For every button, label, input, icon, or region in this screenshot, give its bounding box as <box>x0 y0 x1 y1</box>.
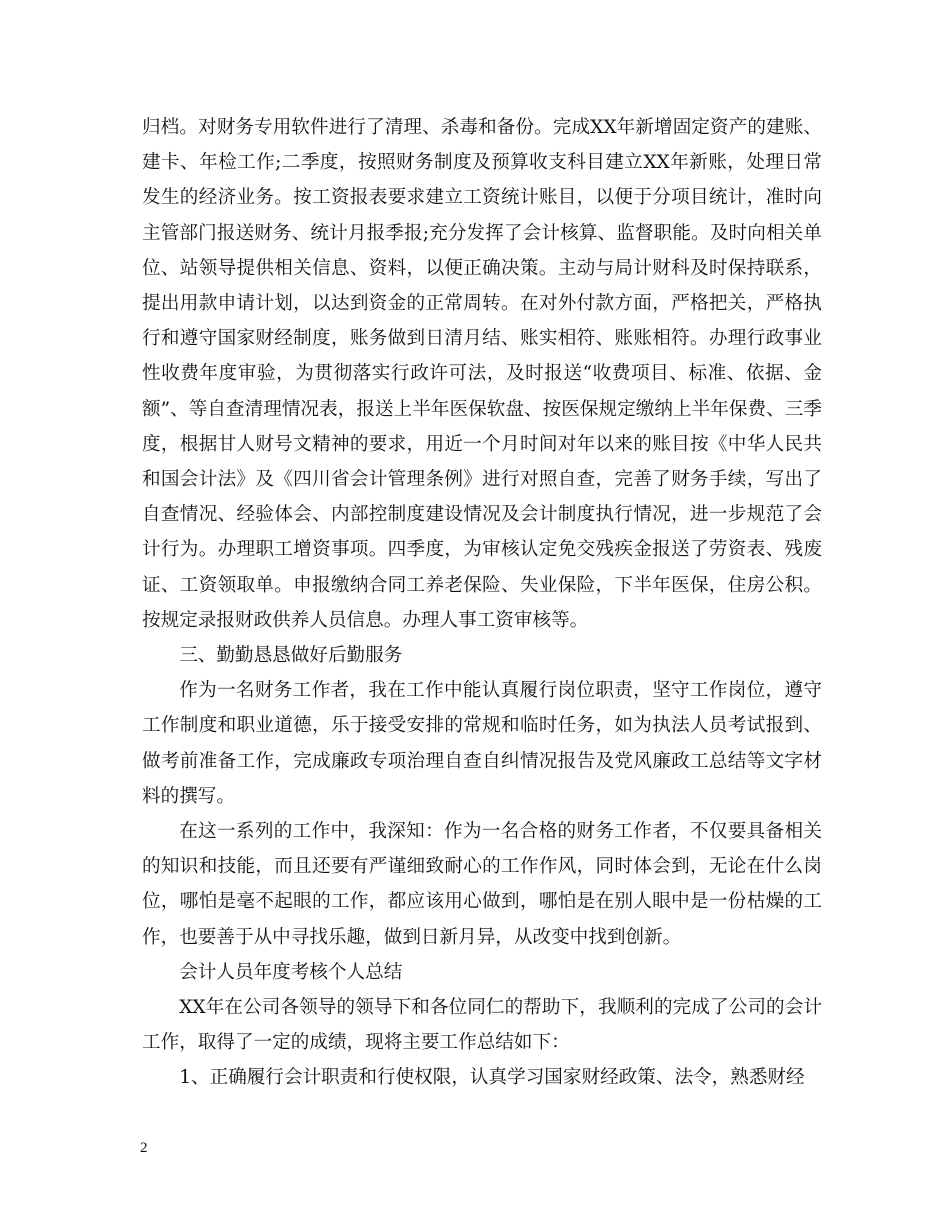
document-body <box>142 110 822 1096</box>
section-heading-logistics-service: 三、勤勤恳恳做好后勤服务 <box>179 645 403 667</box>
paragraph-3: 作为一名财务工作者，我在工作中能认真履行岗位职责，坚守工作岗位，遵守工作制度和职业道德，乐于接受安排的常规和临时任务，如为执法人员考试报到、做考前准备工作，完成廉政专项治理自查自纠情况报告及党风廉政工总结等文字材料的撰写。 <box>142 680 822 807</box>
paragraph-4: 在这一系列的工作中，我深知：作为一名合格的财务工作者，不仅要具备相关的知识和技能，而且还要有严谨细致耐心的工作作风，同时体会到，无论在什么岗位，哪怕是毫不起眼的工作，都应该用心做到，哪怕是在别人眼中是一份枯燥的工作，也要善于从中寻找乐趣，做到日新月异，从改变中找到创新。 <box>142 821 822 948</box>
page-number: 2 <box>140 1140 148 1156</box>
paragraph-7: 1、正确履行会计职责和行使权限，认真学习国家财经政策、法令，熟悉财经 <box>179 1067 805 1089</box>
paragraph-1: 归档。对财务专用软件进行了清理、杀毒和备份。完成XX年新增固定资产的建账、建卡、年检工作;二季度，按照财务制度及预算收支科目建立XX年新账，处理日常发生的经济业务。按工资报表要求建立工资统计账目，以便于分项目统计，准时向主管部门报送财务、统计月报季报;充分发挥了会计核算、监督职能。及时向相关单位、站领导提供相关信息、资料，以便正确决策。主动与局计财科及时保持联系，提出用款申请计划，以达到资金的正常周转。在对外付款方面，严格把关，严格执行和遵守国家财经制度，账务做到日清月结、账实相符、账账相符。办理行政事业性收费年度审验，为贯彻落实行政许可法，及时报送“收费项目、标准、依据、金额”、等自查清理情况表，报送上半年医保软盘、按医保规定缴纳上半年保费、三季度，根据甘人财号文精神的要求，用近一个月时间对年以来的账目按《中华人民共和国会计法》及《四川省会计管理条例》进行对照自查，完善了财务手续，写出了自查情况、经验体会、内部控制度建设情况及会计制度执行情况，进一步规范了会计行为。办理职工增资事项。四季度，为审核认定免交残疾金报送了劳资表、残废证、工资领取单。申报缴纳合同工养老保险、失业保险，下半年医保，住房公积。按规定录报财政供养人员信息。办理人事工资审核等。 <box>142 117 822 631</box>
section-heading-annual-review: 会计人员年度考核个人总结 <box>179 961 403 983</box>
paragraph-6: XX年在公司各领导的领导下和各位同仁的帮助下，我顺利的完成了公司的会计工作，取得了一定的成绩，现将主要工作总结如下： <box>142 997 822 1054</box>
